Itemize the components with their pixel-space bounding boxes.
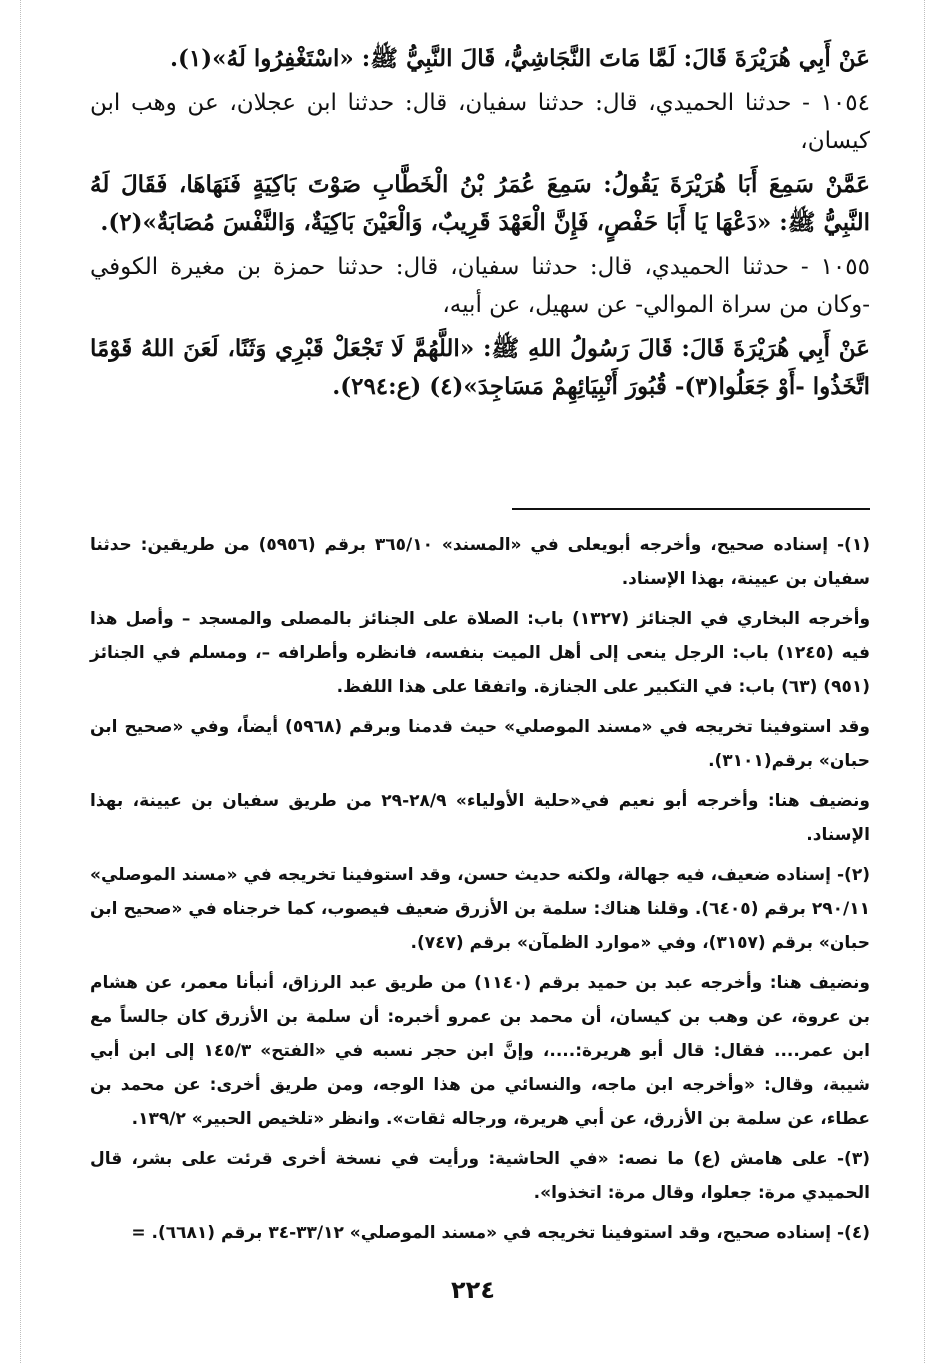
footnote-1: (١)- إسناده صحيح، وأخرجه أبويعلى في «المسند» ٣٦٥/١٠ برقم (٥٩٥٦) من طريقين: حدثنا سفيان بن عيينة، بهذا الإسناد.: [90, 535, 870, 589]
hadith-1053-text: عَنْ أَبِي هُرَيْرَةَ قَالَ: لَمَّا مَاتَ النَّجَاشِيُّ، قَالَ النَّبِيُّ ﷺ: «اسْتَغْفِرُوا لَهُ»(١).: [170, 45, 870, 72]
hadith-1054-text: عَمَّنْ سَمِعَ أَبَا هُرَيْرَةَ يَقُولُ: سَمِعَ عُمَرُ بْنُ الْخَطَّابِ صَوْتَ بَاكِيَةٍ فَنَهَاهَا، فَقَالَ لَهُ النَّبِيُّ ﷺ: «دَعْهَا يَا أَبَا حَفْصٍ، فَإِنَّ الْعَهْدَ قَرِيبٌ، وَالْعَيْنَ بَاكِيَةٌ، وَالنَّفْسَ مُصَابَةٌ»(٢).: [90, 171, 870, 236]
footnote-2-cont: ونضيف هنا: وأخرجه عبد بن حميد برقم (١١٤٠) من طريق عبد الرزاق، أنبأنا معمر، عن هشام بن عروة، عن وهب بن كيسان، أن محمد بن عمرو أخبره: أن سلمة بن الأزرق كان جالساً مع ابن عمر.... فقال: قال أبو هريرة:....، وإنَّ ابن حجر نسبه في «الفتح» ١٤٥/٣ إلى ابن أبي شيبة، وقال: «وأخرجه ابن ماجه، والنسائي من هذا الوجه، ومن طريق أخرى: عن محمد بن عطاء، عن سلمة بن الأزرق، عن أبي هريرة، ورجاله ثقات». وانظر «تلخيص الحبير» ١٣٩/٢.: [90, 973, 870, 1129]
footnote-1-cont-bukhari: وأخرجه البخاري في الجنائز (١٣٢٧) باب: الصلاة على الجنائز بالمصلى والمسجد – وأصل هذا فيه (١٢٤٥) باب: الرجل ينعى إلى أهل الميت بنفسه، فانظره وأطرافه –، ومسلم في الجنائز (٩٥١) (٦٣) باب: في التكبير على الجنازة. واتفقا على هذا اللفظ.: [90, 609, 871, 697]
hadith-1055-text: عَنْ أَبِي هُرَيْرَةَ قَالَ: قَالَ رَسُولُ اللهِ ﷺ: «اللَّهُمَّ لَا تَجْعَلْ قَبْرِي وَثَنًا، لَعَنَ اللهُ قَوْمًا اتَّخَذُوا -أَوْ جَعَلُوا(٣)- قُبُورَ أَنْبِيَائِهِمْ مَسَاجِدَ»(٤) (ع:٢٩٤).: [90, 335, 870, 400]
footnote-separator: [512, 508, 870, 510]
isnad-1054: ١٠٥٤ - حدثنا الحميدي، قال: حدثنا سفيان، قال: حدثنا ابن عجلان، عن وهب ابن كيسان،: [90, 90, 870, 154]
footnote-3: (٣)- على هامش (ع) ما نصه: «في الحاشية: ورأيت في نسخة أخرى قرئت على بشر، قال الحميدي مرة: جعلوا، وقال مرة: اتخذوا».: [90, 1149, 870, 1203]
footnotes: [90, 528, 870, 1256]
isnad-1055: ١٠٥٥ - حدثنا الحميدي، قال: حدثنا سفيان، قال: حدثنا حمزة بن مغيرة الكوفي -وكان من سراة الموالي- عن سهيل، عن أبيه،: [90, 254, 870, 318]
page-number: ٢٢٤: [451, 1276, 495, 1304]
main-text: [90, 40, 870, 412]
footnote-1-cont-abu-nuaym: ونضيف هنا: وأخرجه أبو نعيم في«حلية الأولياء» ٢٨/٩-٢٩ من طريق سفيان بن عيينة، بهذا الإسناد.: [90, 791, 870, 845]
footnote-4: (٤)- إسناده صحيح، وقد استوفينا تخريجه في «مسند الموصلي» ٣٣/١٢-٣٤ برقم (٦٦٨١). =: [131, 1223, 870, 1243]
right-margin-guide: [924, 0, 925, 1363]
footnote-2: (٢)- إسناده ضعيف، فيه جهالة، ولكنه حديث حسن، وقد استوفينا تخريجه في «مسند الموصلي» ٢٩٠/١١ برقم (٦٤٠٥). وقلنا هناك: سلمة بن الأزرق ضعيف فيصوب، كما خرجناه في «صحيح ابن حبان» برقم (٣١٥٧)، وفي «موارد الظمآن» برقم (٧٤٧).: [90, 865, 870, 953]
left-margin-guide: [20, 0, 21, 1363]
footnote-1-cont-mawsili: وقد استوفينا تخريجه في «مسند الموصلي» حيث قدمنا وبرقم (٥٩٦٨) أيضاً، وفي «صحيح ابن حبان» برقم(٣١٠١).: [90, 717, 870, 771]
